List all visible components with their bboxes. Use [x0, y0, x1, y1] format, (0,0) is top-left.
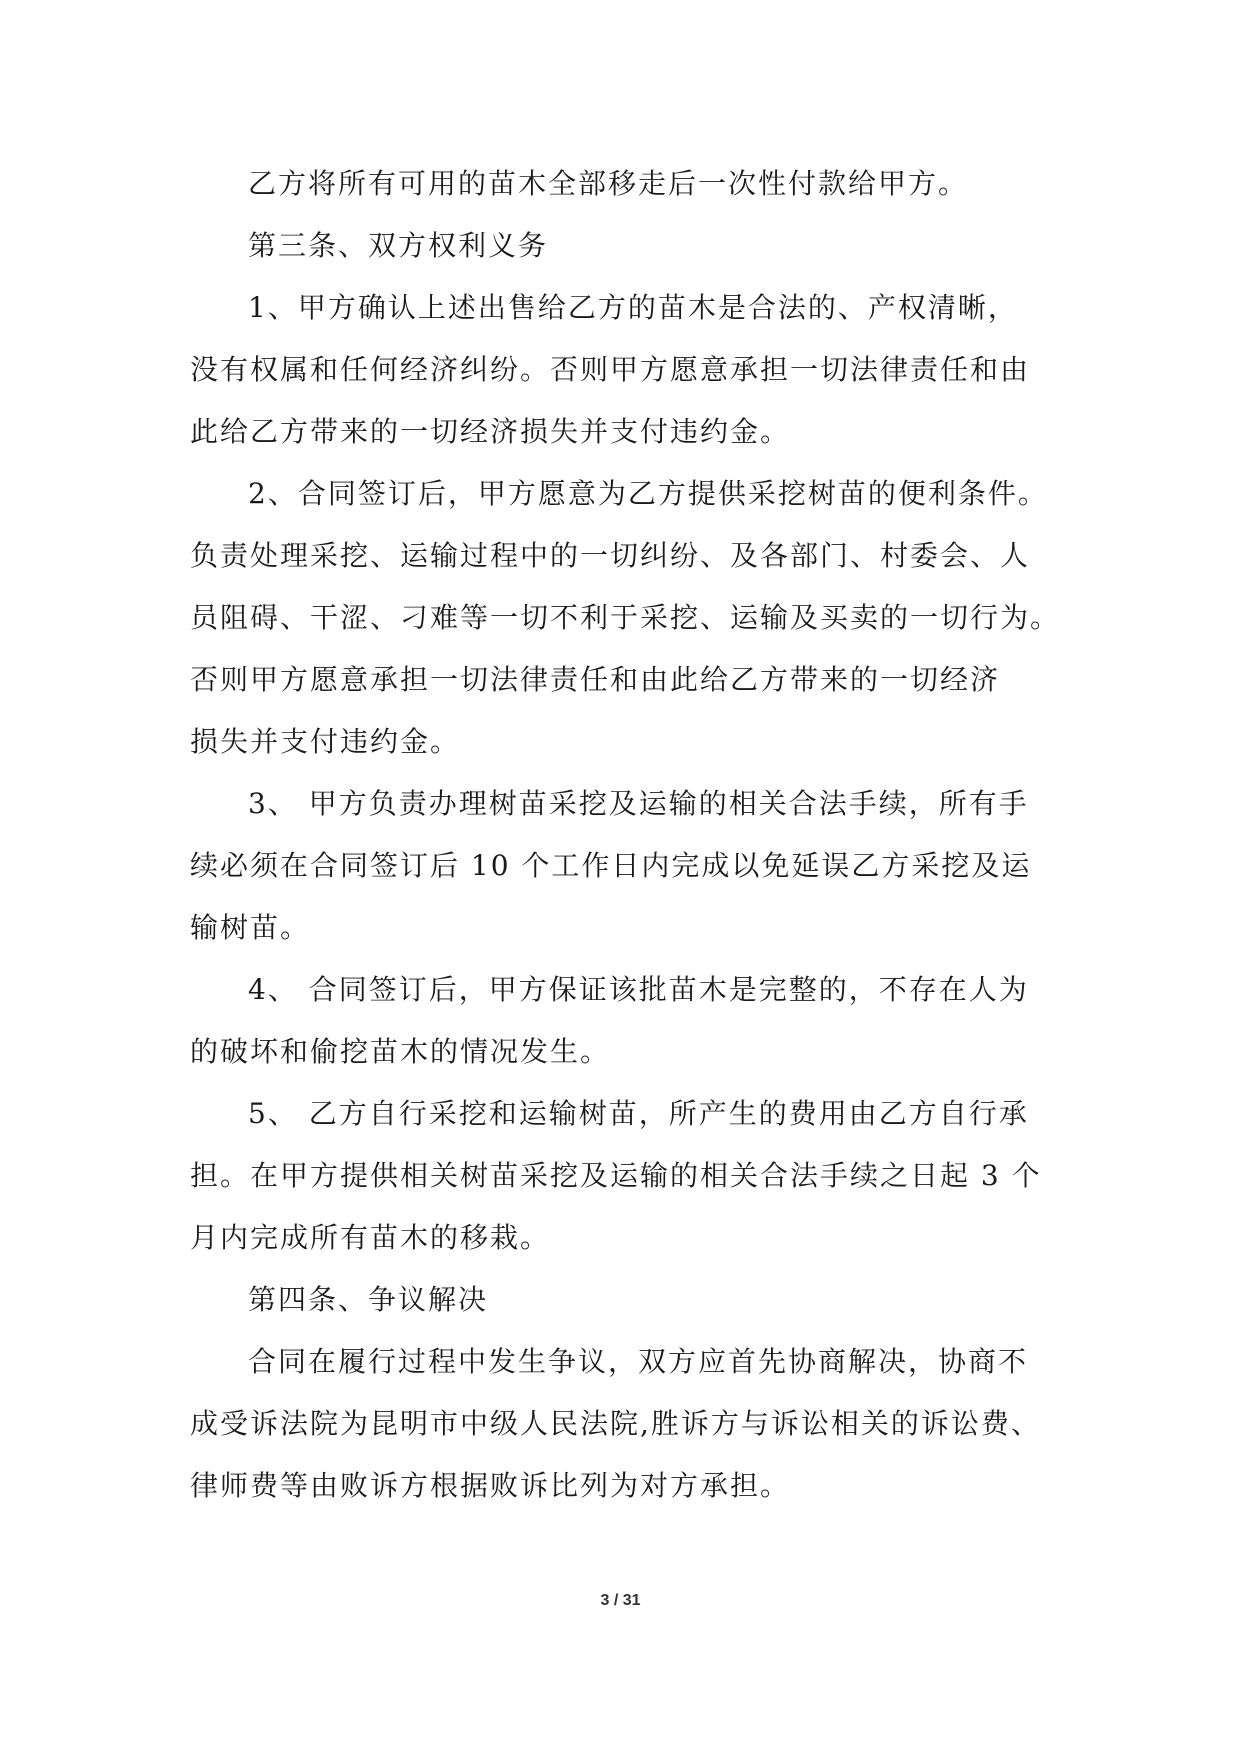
text-line: 担。在甲方提供相关树苗采挖及运输的相关合法手续之日起 3 个	[190, 1159, 1042, 1192]
text-line: 律师费等由败诉方根据败诉比列为对方承担。	[190, 1469, 791, 1502]
text-line: 损失并支付违约金。	[190, 725, 461, 758]
text-line: 此给乙方带来的一切经济损失并支付违约金。	[190, 415, 791, 448]
text-line: 输树苗。	[190, 911, 311, 944]
text-line: 的破坏和偷挖苗木的情况发生。	[190, 1035, 611, 1068]
section-heading: 第三条、双方权利义务	[248, 229, 549, 262]
text-line: 4、 合同签订后，甲方保证该批苗木是完整的，不存在人为	[248, 973, 1029, 1006]
text-line: 月内完成所有苗木的移栽。	[190, 1221, 551, 1254]
text-line: 否则甲方愿意承担一切法律责任和由此给乙方带来的一切经济	[190, 663, 1001, 696]
text-line: 3、 甲方负责办理树苗采挖及运输的相关合法手续，所有手	[248, 787, 1029, 820]
text-line: 合同在履行过程中发生争议，双方应首先协商解决，协商不	[248, 1345, 1029, 1378]
document-body	[190, 153, 1060, 1517]
text-line: 成受诉法院为昆明市中级人民法院,胜诉方与诉讼相关的诉讼费、	[190, 1407, 1041, 1440]
text-line: 员阻碍、干涩、刁难等一切不利于采挖、运输及买卖的一切行为。	[190, 601, 1061, 634]
section-heading: 第四条、争议解决	[248, 1283, 489, 1316]
text-line: 5、 乙方自行采挖和运输树苗，所产生的费用由乙方自行承	[248, 1097, 1029, 1130]
page-number: 3 / 31	[600, 1592, 641, 1609]
text-line: 负责处理采挖、运输过程中的一切纠纷、及各部门、村委会、人	[190, 539, 1031, 572]
text-line: 1、甲方确认上述出售给乙方的苗木是合法的、产权清晰，	[248, 291, 1018, 324]
text-line: 乙方将所有可用的苗木全部移走后一次性付款给甲方。	[248, 167, 969, 200]
text-line: 2、合同签订后，甲方愿意为乙方提供采挖树苗的便利条件。	[248, 477, 1048, 510]
text-line: 续必须在合同签订后 10 个工作日内完成以免延误乙方采挖及运	[190, 849, 1032, 882]
text-line: 没有权属和任何经济纠纷。否则甲方愿意承担一切法律责任和由	[190, 353, 1031, 386]
